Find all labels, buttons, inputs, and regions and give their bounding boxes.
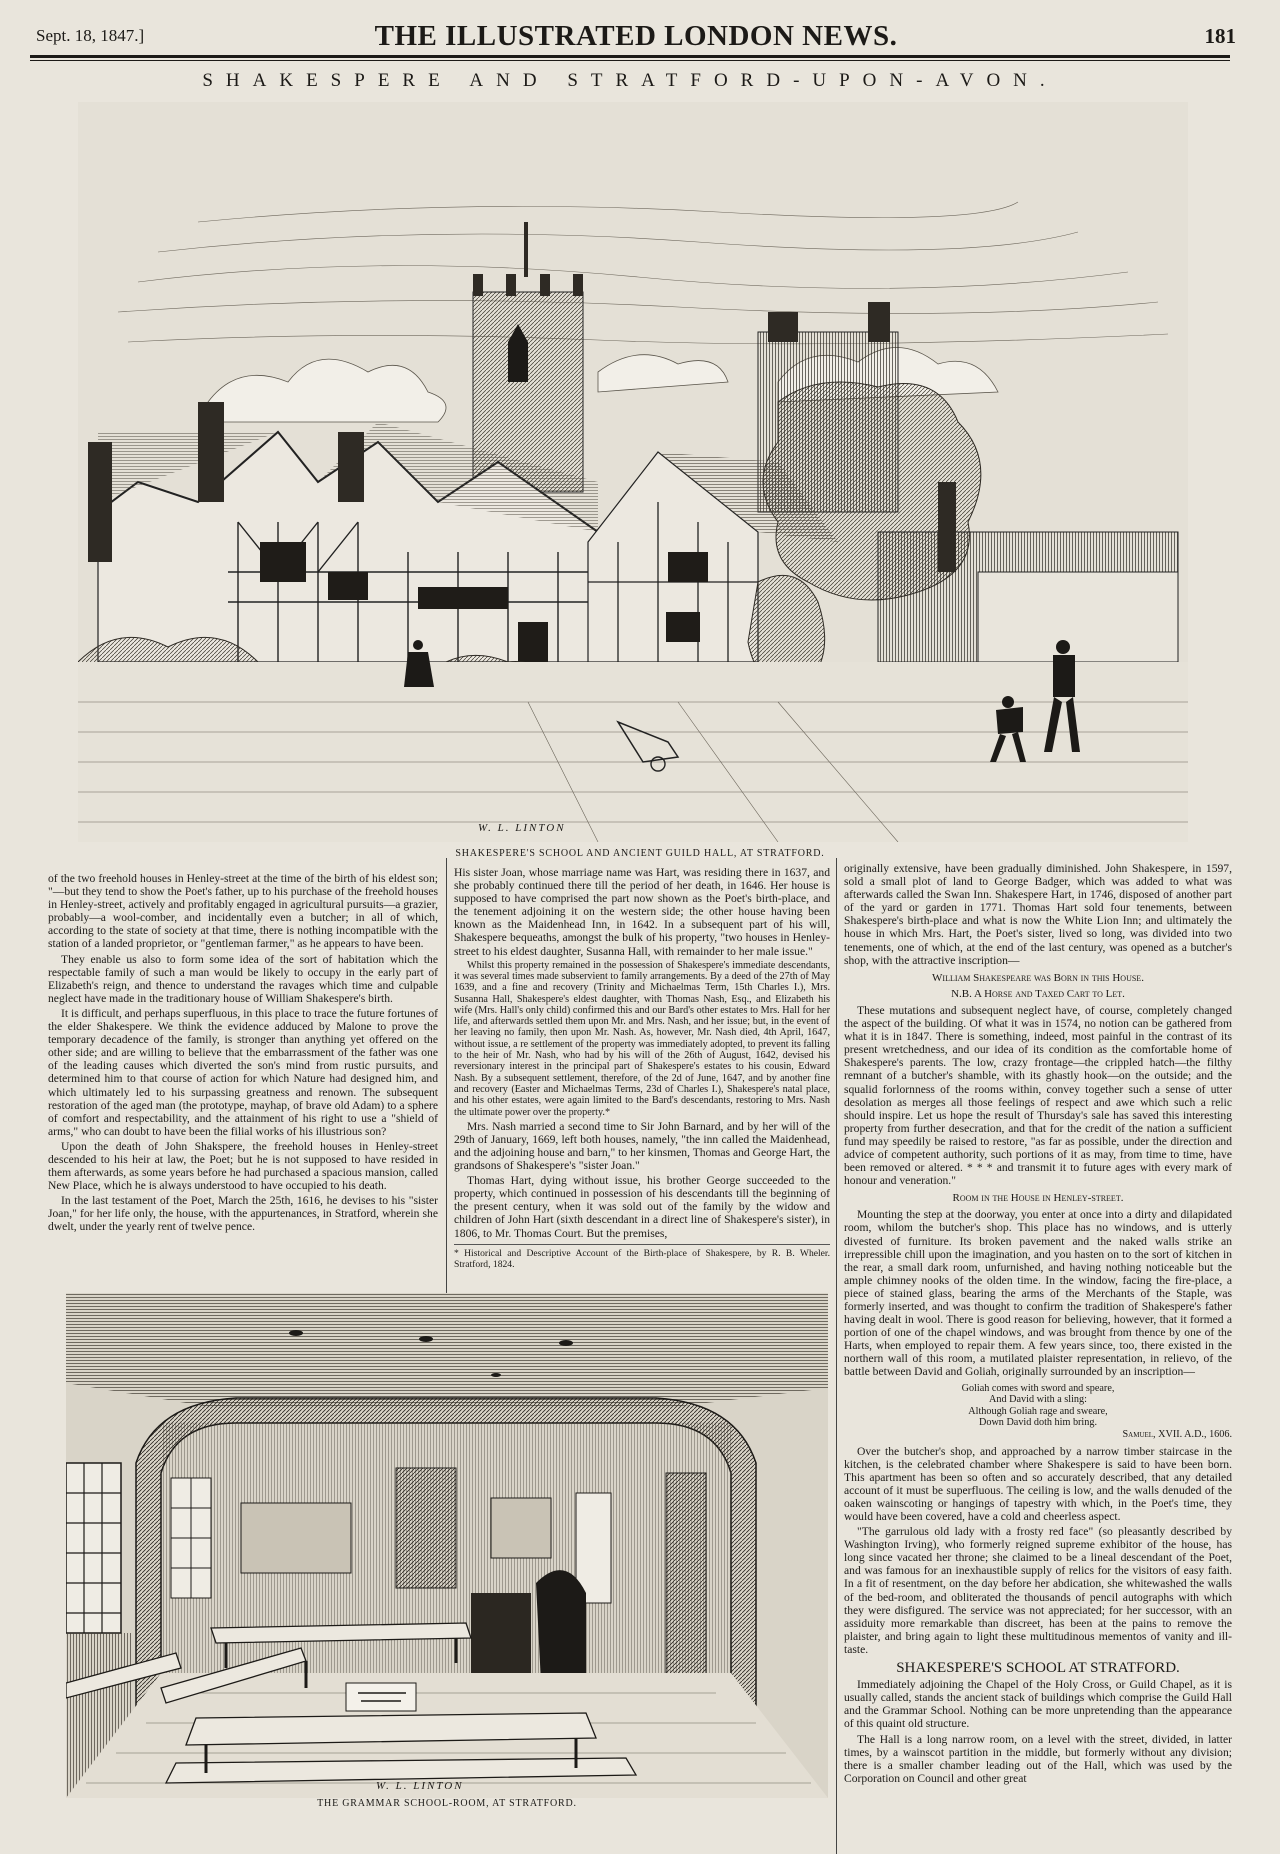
col1-para-4: Upon the death of John Shakspere, the freehold houses in Henley-street descended to his heir at law, the Poet; but he is not supposed to have resided in them afterwards, as some years before he had purchased a spacious mansion, called New Place, which he is always understood to have occupied to his death. <box>48 1139 438 1193</box>
room-heading: Room in the House in Henley-street. <box>952 1192 1124 1205</box>
col3-para-3: Mounting the step at the doorway, you enter at once into a dirty and dilapidated room, whilom the butcher's shop. This place has no windows, and is utterly divested of furniture. Its broken pavement and the naked walls strike an irrepressible chill upon the imagination, and you hasten on to the sort of kitchen in the rear, a small dark room, unfurnished, and having nothing noticeable but the ample chimney nooks of the olden time. In the window, facing the fire-place, a piece of stained glass, bearing the arms of the Merchants of the Staple, was formerly inserted, and was thought to confirm the tradition of Shakespere's father having dealt in wool. There is good reason for believing, however, that it formed a portion of one of the chapel windows, and was brought from thence by one of the Harts, when employed to repair them. A few years since, too, there existed in the northern wall of this room, a mutilated plaister representation, in relievo, of the battle between David and Goliah, originally surrounded by an inscription— <box>844 1208 1232 1379</box>
col1-para-3: It is difficult, and perhaps superfluous, in this place to trace the future fortunes of the elder Shakespere. We think the evidence adduced by Malone to prove the temporary decadence of the family, is stronger than anything yet offered on the other side; and are willing to believe that the embarrassment of the father was one of the leading causes which diverted the son's mind from rustic pursuits, and determined him to that course of action for which Nature had designed him, and which ultimately led to his surpassing greatness and renown. The subsequent restoration of the aged man (the prototype, mayhap, of brave old Adam) to a sphere of comfort and respectability, and the attainment of his right to use a "shield of arms," who can doubt to have been the filial works of his illustrious son? <box>48 1006 438 1138</box>
bottom-illustration-caption: THE GRAMMAR SCHOOL-ROOM, AT STRATFORD. <box>317 1798 577 1809</box>
school-room-engraving <box>66 1293 828 1798</box>
col2-small-para-1: Whilst this property remained in the possession of Shakespere's immediate descendants, it was several times made subservient to family arrangements. By a deed of the 27th of May 1639, and a fine and recovery (Trinity and Michaelmas Term, 15th Charles I.), Mrs. Susanna Hall, Shakespere's eldest daughter, with Thomas Nash, Esq., and Elizabeth his wife (Mrs. Hall's only child) confirmed this and our Bard's other estates to Mrs. Hall for her life, and afterwards settled them upon Mr. and Mrs. Nash, and her issue; but, in the event of her leaving no family, then upon Mr. Nash. As, however, Mr. Nash died, 4th April, 1647, without issue, a re settlement of the property was immediately adopted, to prevent its falling to the heir of Mr. Nash, who had by his will of the 26th of August, 1642, devised his reversionary interest in the principal part of Shakespere's estates to his cousin, Edward Nash. By a subsequent settlement, therefore, of the 2d of June, 1647, and by another fine and recovery (Easter and Michaelmas Terms, 23d of Charles I.), Shakespere's natal place, and his other estates, were again limited to the Bard's descendants, restoring to Mrs. Nash the ultimate power over the property.* <box>454 959 830 1118</box>
page-number: 181 <box>1204 24 1236 48</box>
guild-hall-engraving <box>78 102 1188 842</box>
poem-line-2: And David with a sling: <box>989 1394 1087 1406</box>
school-heading: SHAKESPERE'S SCHOOL AT STRATFORD. <box>896 1660 1180 1677</box>
masthead-rule-thin <box>30 60 1230 61</box>
newspaper-title: THE ILLUSTRATED LONDON NEWS. <box>374 20 898 52</box>
col1-para-1: of the two freehold houses in Henley-street at the time of the birth of his eldest son; "—but they tend to show the Poet's father, up to his purchase of the freehold houses in Henley-street, actively and profitably engaged in agricultural pursuits—a grazier, probably—a wool-comber, and incidentally even a butcher; in all of which, according to the state of society at that time, there is nothing incompatible with the station of a landed proprietor, or "gentleman farmer," as he appears to have been. <box>48 872 438 951</box>
col1-para-5: In the last testament of the Poet, March the 25th, 1616, he devises to his "sister Joan," for her life only, the house, with the appurtenances, in Stratford, wherein she dwelt, under the yearly rent of twelve pence. <box>48 1194 438 1234</box>
inscription-line-1: William Shakespeare was Born in this House. <box>932 971 1144 984</box>
poem-line-4: Down David doth him bring. <box>979 1417 1097 1429</box>
col3-para-5: "The garrulous old lady with a frosty red face" (so pleasantly described by Washington Irving), who formerly reigned supreme exhibitor of the house, has long since vacated her throne; she claimed to be a lineal descendant of the Poet, and was famous for an inexhaustible supply of relics for the visitors of easy faith. In a fit of resentment, on the day before her abdication, she whitewashed the walls of the bed-room, and obliterated the thousands of pencil autographs with which they were disfigured. The service was not appreciated; for her successor, with an assiduity more remarkable than discreet, has been at the pains to remove the plaister, and bring again to light these multitudinous mementos of vanity and ill-taste. <box>844 1525 1232 1656</box>
col2-para-3: Thomas Hart, dying without issue, his brother George succeeded to the property, which continued in possession of his descendants till the beginning of the present century, when it was sold out of the family by the widow and children of John Hart (sixth descendant in a direct line of Shakespere's sister), in 1806, to Mr. Thomas Court. But the premises, <box>454 1174 830 1240</box>
col3-para-4: Over the butcher's shop, and approached by a narrow timber staircase in the kitchen, is the celebrated chamber where Shakespere is said to have been born. This apartment has been so often and so accurately described, that any detailed account of it must be superfluous. The ceiling is low, and the walls denuded of the oaken wainscoting or hangings of tapestry with which, in the Poet's time, they would have been covered, have a cold and cheerless aspect. <box>844 1444 1232 1523</box>
engraver-signature-bottom: W. L. LINTON <box>376 1780 464 1792</box>
col2-footnote: * Historical and Descriptive Account of the Birth-place of Shakespere, by R. B. Wheler. Stratford, 1824. <box>454 1244 830 1270</box>
col3-para-6: Immediately adjoining the Chapel of the Holy Cross, or Guild Chapel, as it is usually called, stands the ancient stack of buildings which comprise the Guild Hall and the Grammar School. Nothing can be more unpretending than the appearance of this quaint old structure. <box>844 1678 1232 1731</box>
article-column-3 <box>844 862 1232 1850</box>
masthead <box>36 20 1236 54</box>
inscription-line-2: N.B. A Horse and Taxed Cart to Let. <box>951 987 1125 1000</box>
column-divider-1 <box>446 858 447 1298</box>
poem-line-3: Although Goliah rage and sweare, <box>968 1405 1108 1417</box>
col2-para-2: Mrs. Nash married a second time to Sir John Barnard, and by her will of the 29th of January, 1669, left both houses, namely, "the inn called the Maidenhead, and the adjoining house and barn," to her kinsmen, Thomas and George Hart, the grandsons of Shakespere's "sister Joan." <box>454 1119 830 1173</box>
article-column-1 <box>48 872 438 1292</box>
top-illustration-caption: SHAKESPERE'S SCHOOL AND ANCIENT GUILD HALL, AT STRATFORD. <box>455 848 825 859</box>
col3-para-1: originally extensive, have been gradually diminished. John Shakespere, in 1597, sold a small plot of land to George Badger, which was added to what was afterwards called the Swan Inn. Shakespere Hart, in 1746, disposed of another part of the yard or garden in 1771. Thomas Hart sold four tenements, between Shakespere's birth-place and what is now the White Lion Inn; and ultimately the house in which Mrs. Hart, the Poet's sister, lived so long, was divided into two tenements, one of which, at the end of the last century, was opened as a butcher's shop, with the attractive inscription— <box>844 862 1232 967</box>
engraver-signature-top: W. L. LINTON <box>478 822 566 834</box>
masthead-rule <box>30 55 1230 58</box>
section-title: SHAKESPERE AND STRATFORD-UPON-AVON. <box>202 70 1058 91</box>
column-divider-2 <box>836 858 837 1854</box>
poem-line-1: Goliah comes with sword and speare, <box>961 1382 1115 1394</box>
poem-reference: Samuel, XVII. A.D., 1606. <box>1122 1428 1232 1440</box>
article-column-2 <box>454 866 830 1294</box>
col3-para-7: The Hall is a long narrow room, on a level with the street, divided, in latter times, by a wainscot partition in the middle, but formerly without any division; there is a smaller chamber leading out of the Hall, which was used by the Corporation on Council and other great <box>844 1732 1232 1785</box>
goliah-inscription <box>844 1383 1232 1441</box>
issue-date: Sept. 18, 1847.] <box>36 26 145 45</box>
col3-para-2: These mutations and subsequent neglect have, of course, completely changed the aspect of the building. Of what it was in 1574, no notion can be gathered from what it is in 1847. There is something, indeed, most painful in the contrast of its present wretchedness, and our idea of its condition as the comfortable home of Shakespere's parents. The low, crazy frontage—the crippled hatch—the filthy remnant of a butcher's shamble, with its ghastly hook—on the outside; and the squalid forlornness of the rooms within, convey together such a sense of utter desolation as merges all those feelings of respect and awe which such a relic should inspire. Let us hope the result of Thursday's sale has saved this interesting property from further desecration, and that for the credit of the nation a sufficient fund may speedily be raised to restore, "as far as possible, under the direction and advice of competent authority, such portions of it as may, from time to time, have been removed or altered. * * * and transmit it to future ages with every mark of honour and veneration." <box>844 1003 1232 1188</box>
col1-para-2: They enable us also to form some idea of the sort of habitation which the respectable family of such a man would be likely to occupy in the early part of Elizabeth's reign, and thence to understand the ravages which time and culpable neglect have made in the traditionary house of William Shakespere's birth. <box>48 952 438 1005</box>
col2-para-1: His sister Joan, whose marriage name was Hart, was residing there in 1637, and she probably continued there till the period of her death, in 1646. Her house is supposed to have comprised the part now shown as the Poet's birth-place, and the tenement adjoining it on the western side; the other house having been known as the Maidenhead Inn, in 1642. In a subsequent part of his will, Shakespere bequeaths, amongst the bulk of his property, "two houses in Henley-street to his eldest daughter, Susanna Hall, with remainder to her male issue." <box>454 866 830 958</box>
